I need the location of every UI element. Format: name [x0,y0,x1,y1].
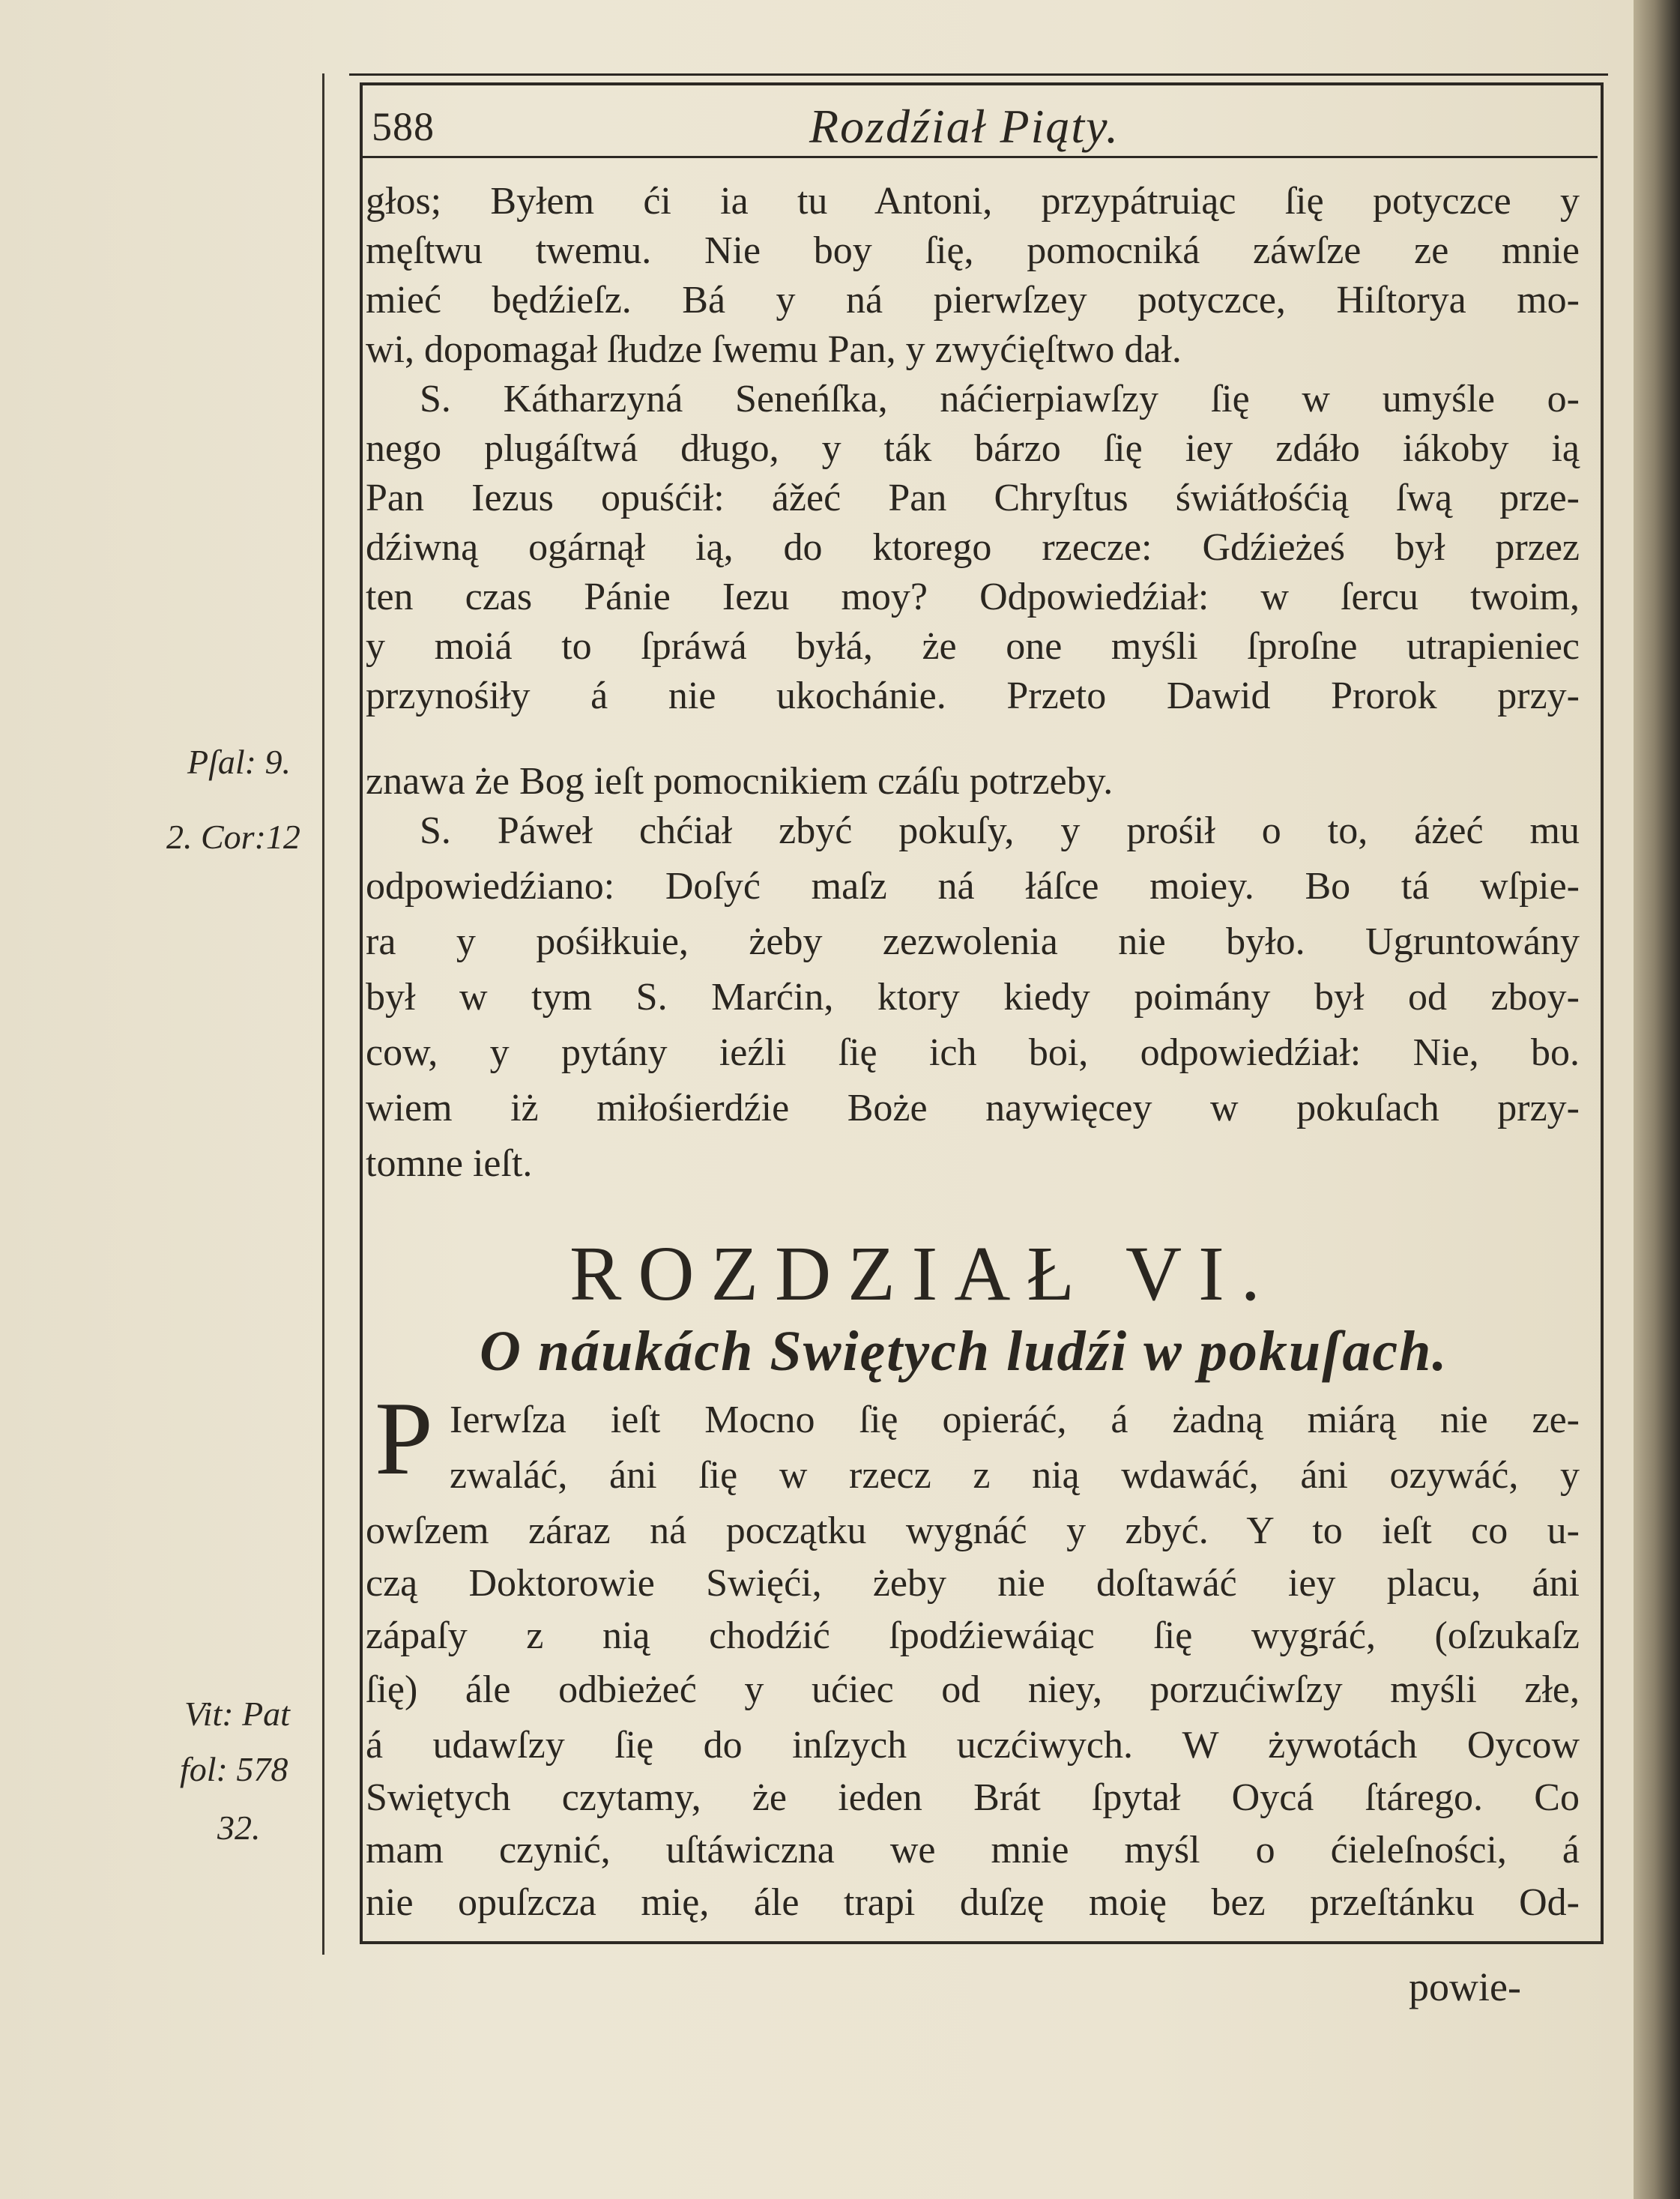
catchword: powie- [1409,1964,1521,2009]
body-line: ten czas Pánie Iezu moy? Odpowiedźiał: w ſercu twoim, [366,576,1580,618]
chapter-subtitle: O náukách Swiętych ludźi w pokuſach. [480,1320,1448,1383]
frame-top-rule [349,73,1608,76]
body-line: á udawſzy ſię do inſzych uczćiwych. W żywotách Oycow [366,1724,1580,1767]
body-line: Swiętych czytamy, że ieden Brát ſpytał Oycá ſtárego. Co [366,1776,1580,1819]
body-line: znawa że Bog ieſt pomocnikiem czáſu potrzeby. [366,760,1114,803]
body-line: dźiwną ogárnął ią, do ktorego rzecze: Gdźieżeś był przez [366,526,1580,569]
body-line: cow, y pytány ieźli ſię ich boi, odpowiedźiał: Nie, bo. [366,1031,1580,1074]
body-line: głos; Byłem ći ia tu Antoni, przypátruiąc ſię potyczce y [366,180,1580,223]
body-line: wi, dopomagał ſłudze ſwemu Pan, y zwyćięſtwo dał. [366,328,1182,371]
body-line: czą Doktorowie Swięći, żeby nie doſtawáć iey placu, áni [366,1562,1580,1605]
body-line: owſzem záraz ná początku wygnáć y zbyć. Y to ieſt co u- [366,1509,1580,1552]
body-line: był w tym S. Marćin, ktory kiedy poimány był od zboy- [366,976,1580,1019]
margin-note-corinthians: 2. Cor:12 [166,818,300,856]
body-line: S. Páweł chćiał zbyć pokuſy, y prośił o to, áżeć mu [420,809,1580,852]
body-line: Pan Iezus opuśćił: ážeć Pan Chryſtus świátłośćią ſwą prze- [366,477,1580,519]
page-number: 588 [372,104,435,149]
header-rule [363,156,1598,158]
frame-left-rule [322,73,324,1955]
chapter-title: ROZDZIAŁ VI. [569,1231,1277,1317]
body-line: mam czynić, uſtáwiczna we mnie myśl o ćieleſności, á [366,1829,1580,1871]
body-line: ra y pośiłkuie, żeby zezwolenia nie było. Ugruntowány [366,920,1580,963]
body-line: zápaſy z nią chodźić ſpodźiewáiąc ſię wygráć, (oſzukaſz [366,1614,1580,1657]
body-line: y moiá to ſpráwá byłá, że one myśli ſproſne utrapieniec [366,625,1580,668]
body-line: tomne ieſt. [366,1142,533,1185]
body-line: przynośiły á nie ukochánie. Przeto Dawid Prorok przy- [366,675,1580,717]
body-line: odpowiedźiano: Doſyć maſz ná łáſce moiey. Bo tá wſpie- [366,865,1580,908]
body-line: męſtwu twemu. Nie boy ſię, pomocniká záwſze ze mnie [366,229,1580,272]
body-line: wiem iż miłośierdźie Boże naywięcey w pokuſach przy- [366,1087,1580,1129]
margin-note-vitae-patrum: Vit: Pat [184,1695,290,1733]
body-line: ſię) ále odbieżeć y ućiec od niey, porzućiwſzy myśli złe, [366,1668,1580,1711]
margin-note-folio: fol: 578 [180,1750,288,1788]
body-line: zwaláć, áni ſię w rzecz z nią wdawáć, áni ozywáć, y [450,1454,1580,1497]
body-line: Ierwſza ieſt Mocno ſię opieráć, á żadną miárą nie ze- [450,1399,1580,1441]
margin-note-psalm: Pſal: 9. [187,743,291,781]
book-spine-shadow [1634,0,1680,2199]
running-head: Rozdźiał Piąty. [809,100,1120,153]
body-line: S. Kátharzyná Seneńſka, náćierpiawſzy ſię w umyśle o- [420,378,1580,420]
body-line: nie opuſzcza mię, ále trapi duſzę moię bez przeſtánku Od- [366,1881,1580,1924]
body-line: nego plugáſtwá długo, y ták bárzo ſię iey zdáło iákoby ią [366,427,1580,470]
body-line: mieć będźieſz. Bá y ná pierwſzey potyczce, Hiſtorya mo- [366,279,1580,322]
drop-cap: P [375,1381,433,1497]
margin-note-number: 32. [217,1809,261,1847]
